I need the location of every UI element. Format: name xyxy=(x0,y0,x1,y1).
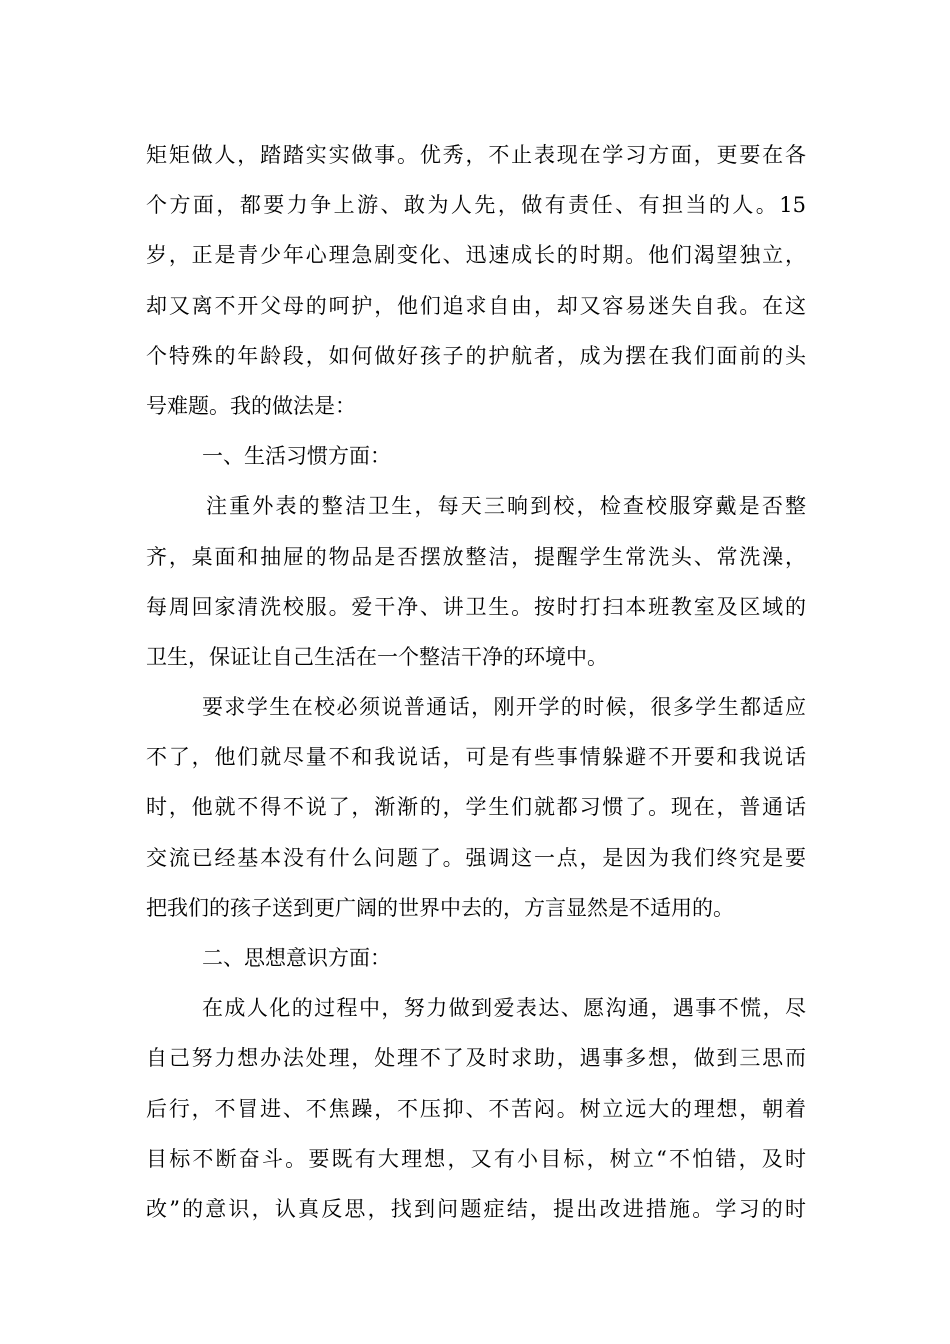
text-line: 每周回家清洗校服。爱干净、讲卫生。按时打扫本班教室及区域的 xyxy=(146,594,806,619)
text-line: 目标不断奋斗。要既有大理想，又有小目标，树立“不怕错，及时 xyxy=(146,1146,806,1171)
text-line: 时，他就不得不说了，渐渐的，学生们就都习惯了。现在，普通话 xyxy=(146,795,806,820)
section-heading: 一、生活习惯方面： xyxy=(202,444,391,469)
text-line: 个方面，都要力争上游、敢为人先，做有责任、有担当的人。15 xyxy=(146,193,806,218)
text-line: 后行，不冒进、不焦躁，不压抑、不苦闷。树立远大的理想，朝着 xyxy=(146,1096,806,1121)
text-line: 自己努力想办法处理，处理不了及时求助，遇事多想，做到三思而 xyxy=(146,1046,806,1071)
text-line: 号难题。我的做法是： xyxy=(146,393,356,418)
text-line: 把我们的孩子送到更广阔的世界中去的，方言显然是不适用的。 xyxy=(146,895,734,920)
text-line: 交流已经基本没有什么问题了。强调这一点，是因为我们终究是要 xyxy=(146,845,806,870)
text-line: 要求学生在校必须说普通话，刚开学的时候，很多学生都适应 xyxy=(202,695,806,720)
text-line: 卫生，保证让自己生活在一个整洁干净的环境中。 xyxy=(146,644,608,669)
section-heading: 二、思想意识方面： xyxy=(202,946,391,970)
text-line: 矩矩做人，踏踏实实做事。优秀，不止表现在学习方面，更要在各 xyxy=(146,143,806,167)
body-text xyxy=(146,130,806,1234)
text-line: 改”的意识，认真反思，找到问题症结，提出改进措施。学习的时 xyxy=(146,1196,806,1221)
text-line: 注重外表的整洁卫生，每天三晌到校，检查校服穿戴是否整 xyxy=(206,494,806,519)
text-line: 齐，桌面和抽屉的物品是否摆放整洁，提醒学生常洗头、常洗澡， xyxy=(146,544,806,569)
text-line: 在成人化的过程中，努力做到爱表达、愿沟通，遇事不慌，尽 xyxy=(202,996,806,1021)
text-line: 个特殊的年龄段，如何做好孩子的护航者，成为摆在我们面前的头 xyxy=(146,343,806,368)
text-line: 不了，他们就尽量不和我说话，可是有些事情躲避不开要和我说话 xyxy=(146,745,806,770)
text-line: 却又离不开父母的呵护，他们追求自由，却又容易迷失自我。在这 xyxy=(146,293,806,318)
text-line: 岁，正是青少年心理急剧变化、迅速成长的时期。他们渴望独立， xyxy=(146,243,806,268)
